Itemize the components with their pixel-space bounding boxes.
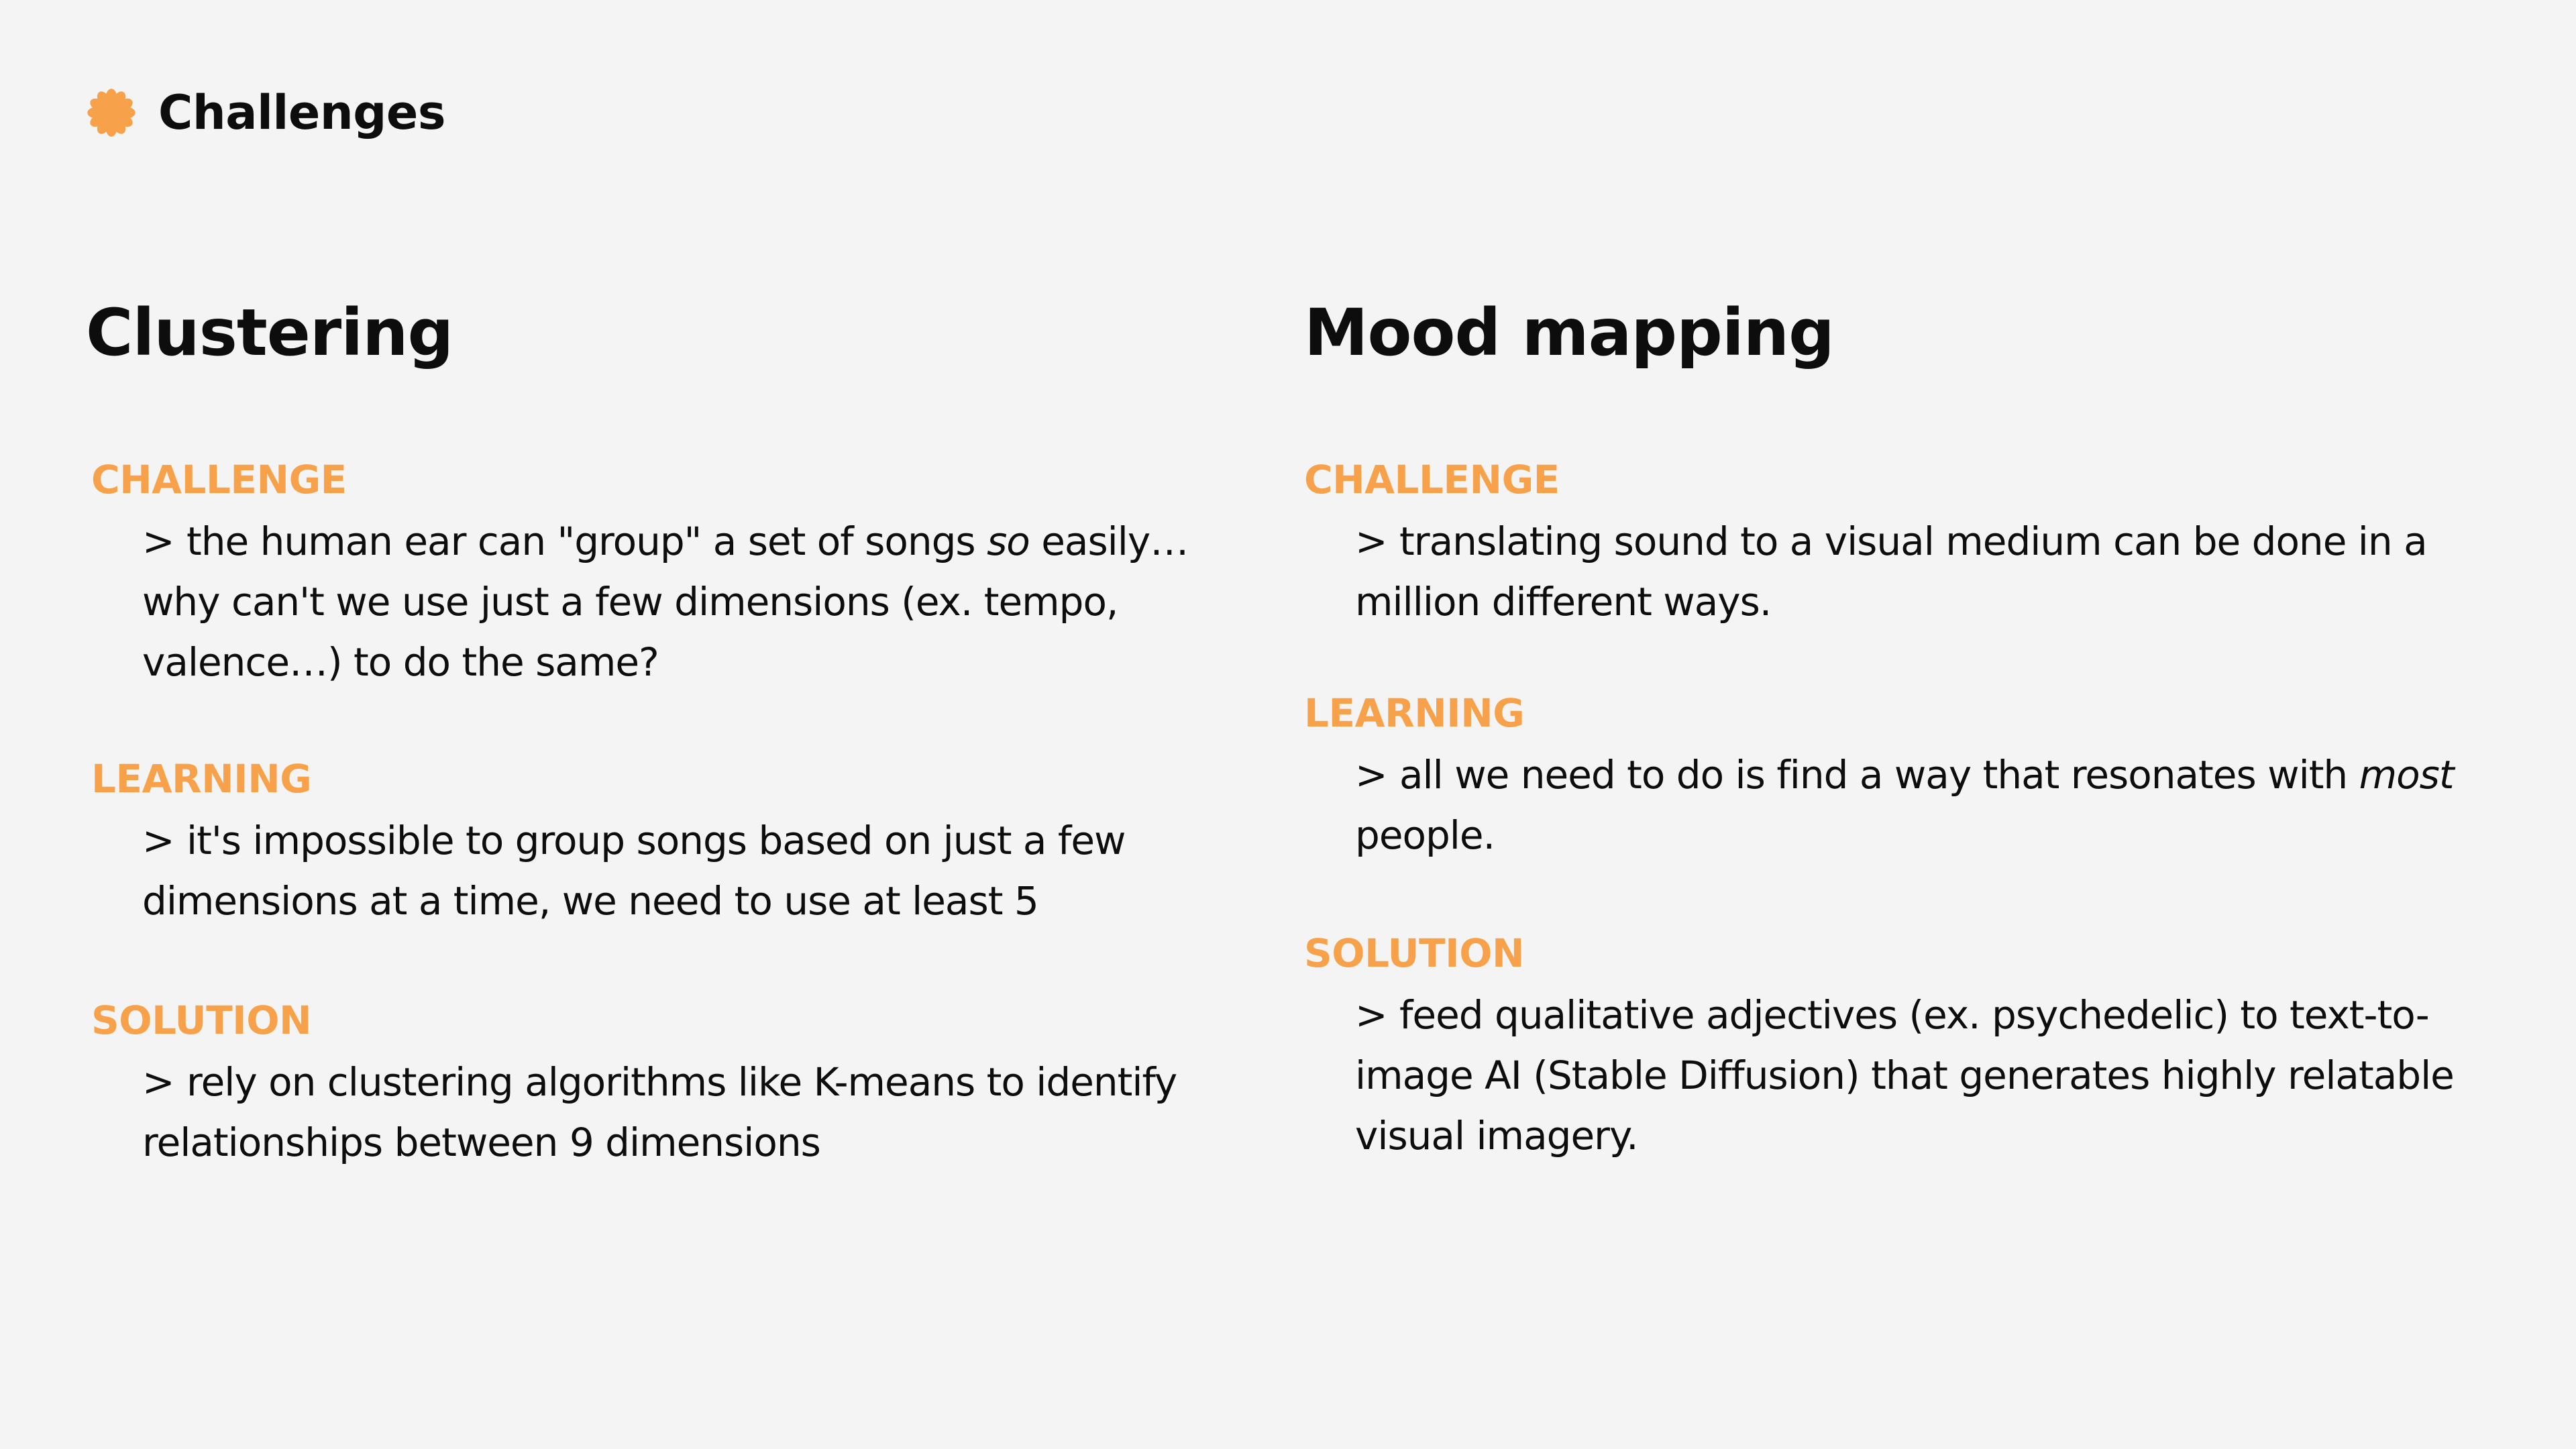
mood-solution-text bbox=[1355, 985, 2469, 1166]
mood-solution-label: SOLUTION bbox=[1304, 930, 1525, 976]
chevron-right-icon: > bbox=[1355, 992, 1387, 1038]
clustering-challenge-text-emphasis: so bbox=[987, 519, 1030, 564]
mood-solution-text-body: feed qualitative adjectives (ex. psychedelic) to text-to-image AI (Stable Diffusion) that generates highly relatable visual imagery. bbox=[1355, 992, 2454, 1159]
mood-learning-label: LEARNING bbox=[1304, 690, 1525, 736]
chevron-right-icon: > bbox=[142, 818, 174, 863]
clustering-challenge-text-part1: the human ear can "group" a set of songs bbox=[186, 519, 987, 564]
clustering-title: Clustering bbox=[86, 295, 453, 370]
chevron-right-icon: > bbox=[1355, 519, 1387, 564]
header bbox=[86, 86, 445, 140]
mood-learning-text-emphasis: most bbox=[2359, 752, 2454, 798]
clustering-challenge-text-part2: easily… why can't we use just a few dimensions (ex. tempo, valence…) to do the same? bbox=[142, 519, 1189, 685]
mood-challenge-text bbox=[1355, 511, 2469, 632]
clustering-solution-text-body: rely on clustering algorithms like K-means to identify relationships between 9 dimensions bbox=[142, 1059, 1177, 1165]
clustering-solution-text bbox=[142, 1052, 1269, 1173]
clustering-challenge-text bbox=[142, 511, 1269, 692]
flower-icon bbox=[86, 87, 137, 138]
mood-learning-text bbox=[1355, 745, 2469, 865]
clustering-challenge-label: CHALLENGE bbox=[91, 457, 347, 502]
clustering-learning-label: LEARNING bbox=[91, 756, 312, 802]
mood-challenge-text-body: translating sound to a visual medium can be done in a million different ways. bbox=[1355, 519, 2427, 625]
chevron-right-icon: > bbox=[142, 519, 174, 564]
mood-mapping-title: Mood mapping bbox=[1304, 295, 1834, 370]
mood-learning-text-part1: all we need to do is find a way that resonates with bbox=[1399, 752, 2359, 798]
chevron-right-icon: > bbox=[142, 1059, 174, 1105]
clustering-learning-text-body: it's impossible to group songs based on just a few dimensions at a time, we need to use at least 5 bbox=[142, 818, 1126, 924]
clustering-learning-text bbox=[142, 810, 1269, 931]
mood-challenge-label: CHALLENGE bbox=[1304, 457, 1560, 502]
page-title: Challenges bbox=[158, 85, 445, 140]
chevron-right-icon: > bbox=[1355, 752, 1387, 798]
mood-learning-text-part2: people. bbox=[1355, 812, 1495, 858]
clustering-solution-label: SOLUTION bbox=[91, 998, 312, 1043]
